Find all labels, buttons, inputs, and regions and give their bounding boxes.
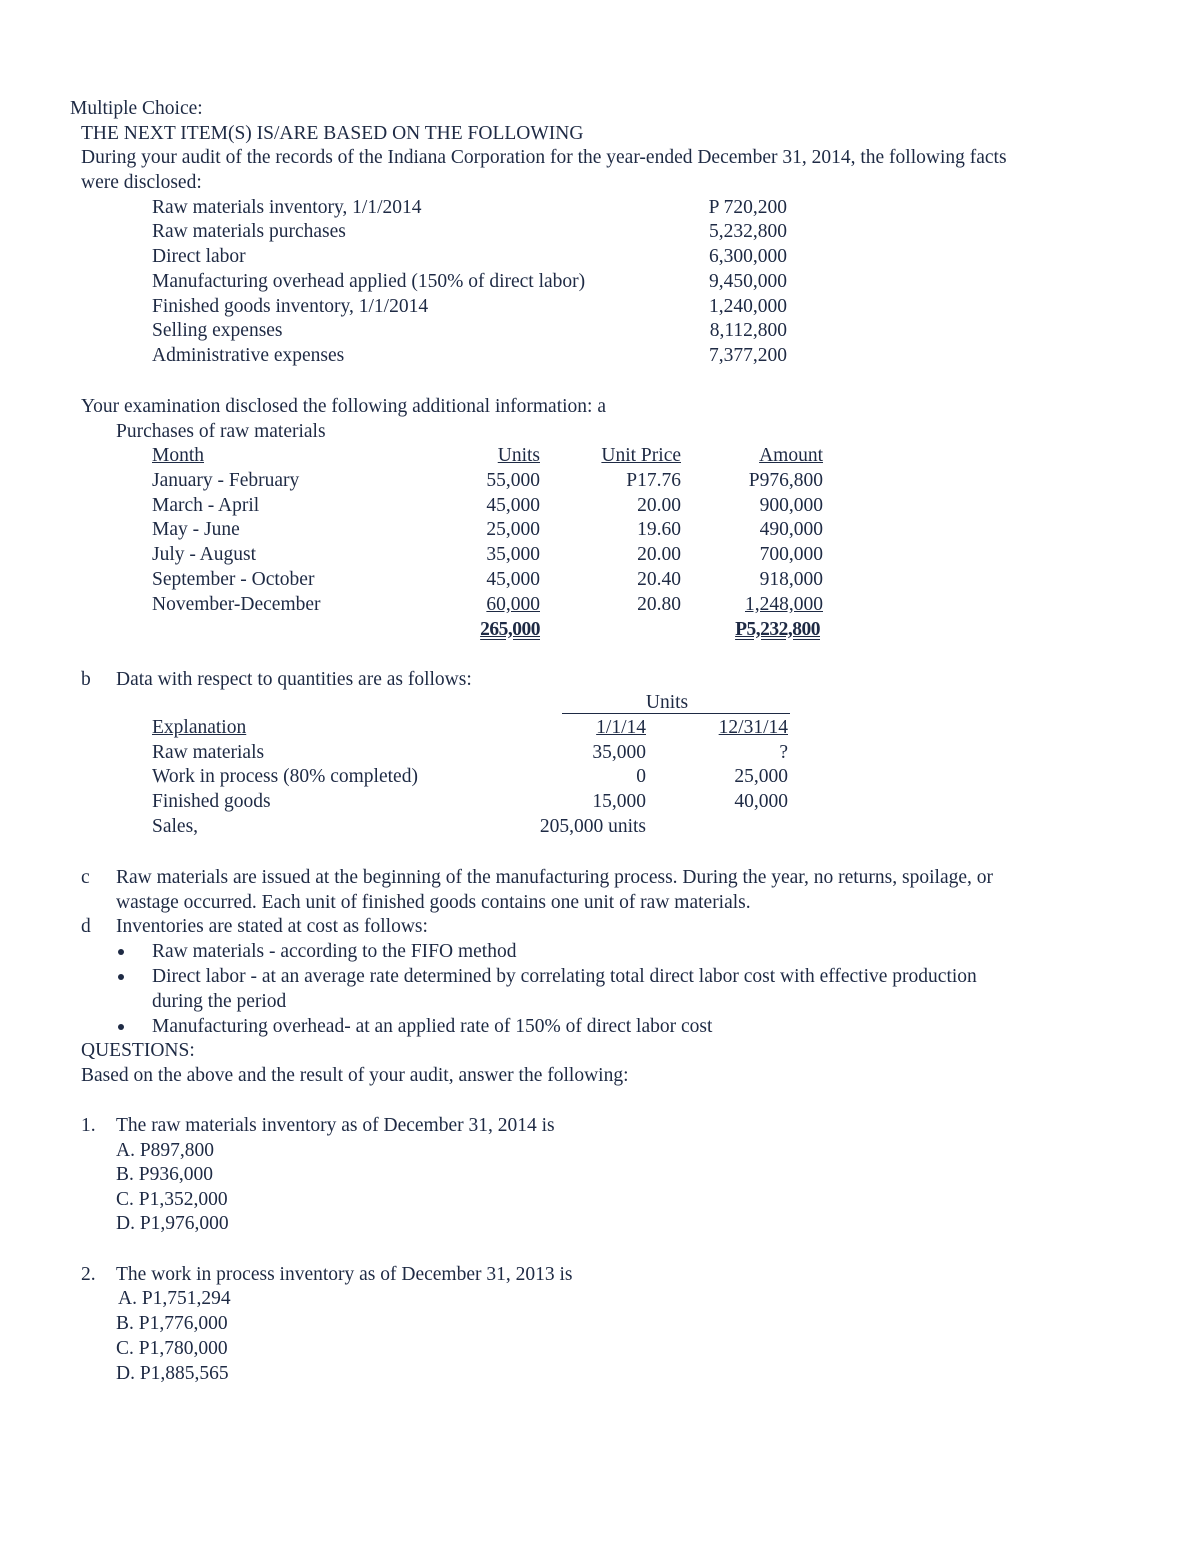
fact-value: P 720,200 [708,197,787,218]
additional-info: Your examination disclosed the following additional information: a [81,396,606,417]
question-number: 1. [81,1115,96,1136]
fact-value: 5,232,800 [709,221,787,242]
purchase-units: 60,000 [486,594,540,615]
bullet-text: Direct labor - at an average rate determined by correlating total direct labor cost with effective production [152,966,977,987]
qty-beg: 0 [636,766,646,787]
answer-choice[interactable]: B. P1,776,000 [116,1313,228,1334]
purchase-month: September - October [152,569,315,590]
purchase-month: May - June [152,519,240,540]
fact-label: Selling expenses [152,320,283,341]
answer-choice[interactable]: A. P897,800 [116,1140,215,1161]
purchase-price: P17.76 [626,470,681,491]
bullet-icon [118,1024,124,1030]
fact-label: Finished goods inventory, 1/1/2014 [152,296,429,317]
purchase-month: July - August [152,544,257,565]
bullet-text: Raw materials - according to the FIFO method [152,941,517,962]
item-letter-d: d [81,916,91,937]
fact-label: Raw materials inventory, 1/1/2014 [152,197,422,218]
qty-header-end: 12/31/14 [718,717,788,738]
qty-label: Raw materials [152,742,265,763]
question-number: 2. [81,1264,96,1285]
qty-beg: 15,000 [592,791,646,812]
bullet-text-continued: during the period [152,991,287,1012]
qty-end: ? [779,742,788,763]
purchase-price: 20.00 [637,544,681,565]
purchase-month: January - February [152,470,300,491]
purchase-units: 45,000 [486,495,540,516]
qty-units-rule [562,713,790,714]
purchase-price: 20.80 [637,594,681,615]
fact-label: Raw materials purchases [152,221,346,242]
fact-value: 6,300,000 [709,246,787,267]
purchase-units: 55,000 [486,470,540,491]
fact-value: 8,112,800 [709,320,787,341]
purchase-amount: 918,000 [759,569,823,590]
item-header: THE NEXT ITEM(S) IS/ARE BASED ON THE FOLLOWING [81,123,584,144]
answer-choice[interactable]: C. P1,352,000 [116,1189,228,1210]
qty-label: Work in process (80% completed) [152,766,418,787]
qty-header-explanation: Explanation [152,717,247,738]
answer-choice[interactable]: A. P1,751,294 [118,1288,231,1309]
purchase-amount: 1,248,000 [745,594,823,615]
purchase-amount: 490,000 [759,519,823,540]
answer-choice[interactable]: B. P936,000 [116,1164,213,1185]
item-letter-b: b [81,669,91,690]
intro-line-2: were disclosed: [81,172,202,193]
quantities-intro: Data with respect to quantities are as follows: [116,669,472,690]
questions-intro: Based on the above and the result of your audit, answer the following: [81,1065,629,1086]
question-text: The work in process inventory as of December 31, 2013 is [116,1264,573,1285]
qty-units-header: Units [645,692,689,713]
fact-label: Administrative expenses [152,345,345,366]
item-letter-c: c [81,867,90,888]
item-c-line-1: Raw materials are issued at the beginning of the manufacturing process. During the year, no returns, spoilage, or [116,867,993,888]
purchase-month: November-December [152,594,321,615]
qty-beg: 35,000 [592,742,646,763]
purchase-units: 35,000 [486,544,540,565]
qty-end: 40,000 [734,791,788,812]
purchase-amount: 900,000 [759,495,823,516]
purchase-price: 19.60 [637,519,681,540]
purchases-total-units: 265,000 [480,619,540,640]
fact-label: Manufacturing overhead applied (150% of direct labor) [152,271,586,292]
intro-line-1: During your audit of the records of the Indiana Corporation for the year-ended December 31, 2014, the following facts [81,147,1007,168]
question-text: The raw materials inventory as of December 31, 2014 is [116,1115,555,1136]
purchase-price: 20.00 [637,495,681,516]
item-d-text: Inventories are stated at cost as follows: [116,916,428,937]
purchases-total-amount: P5,232,800 [735,619,820,640]
qty-beg: 205,000 units [539,816,646,837]
purchase-amount: P976,800 [748,470,823,491]
qty-end: 25,000 [734,766,788,787]
purchase-month: March - April [152,495,260,516]
col-header-unit-price: Unit Price [601,445,681,466]
item-c-line-2: wastage occurred. Each unit of finished goods contains one unit of raw materials. [116,892,751,913]
answer-choice[interactable]: D. P1,976,000 [116,1213,229,1234]
qty-label: Sales, [152,816,199,837]
qty-header-beg: 1/1/14 [596,717,646,738]
bullet-icon [118,974,124,980]
bullet-icon [118,949,124,955]
purchase-units: 25,000 [486,519,540,540]
bullet-text: Manufacturing overhead- at an applied rate of 150% of direct labor cost [152,1016,713,1037]
fact-value: 9,450,000 [709,271,787,292]
answer-choice[interactable]: D. P1,885,565 [116,1363,229,1384]
heading: Multiple Choice: [70,98,203,119]
answer-choice[interactable]: C. P1,780,000 [116,1338,228,1359]
col-header-units: Units [497,445,540,466]
purchase-units: 45,000 [486,569,540,590]
col-header-amount: Amount [759,445,823,466]
fact-label: Direct labor [152,246,246,267]
fact-value: 7,377,200 [709,345,787,366]
questions-title: QUESTIONS: [81,1040,195,1061]
fact-value: 1,240,000 [709,296,787,317]
purchase-price: 20.40 [637,569,681,590]
purchase-amount: 700,000 [759,544,823,565]
col-header-month: Month [152,445,205,466]
qty-label: Finished goods [152,791,271,812]
purchases-title: Purchases of raw materials [116,421,326,442]
